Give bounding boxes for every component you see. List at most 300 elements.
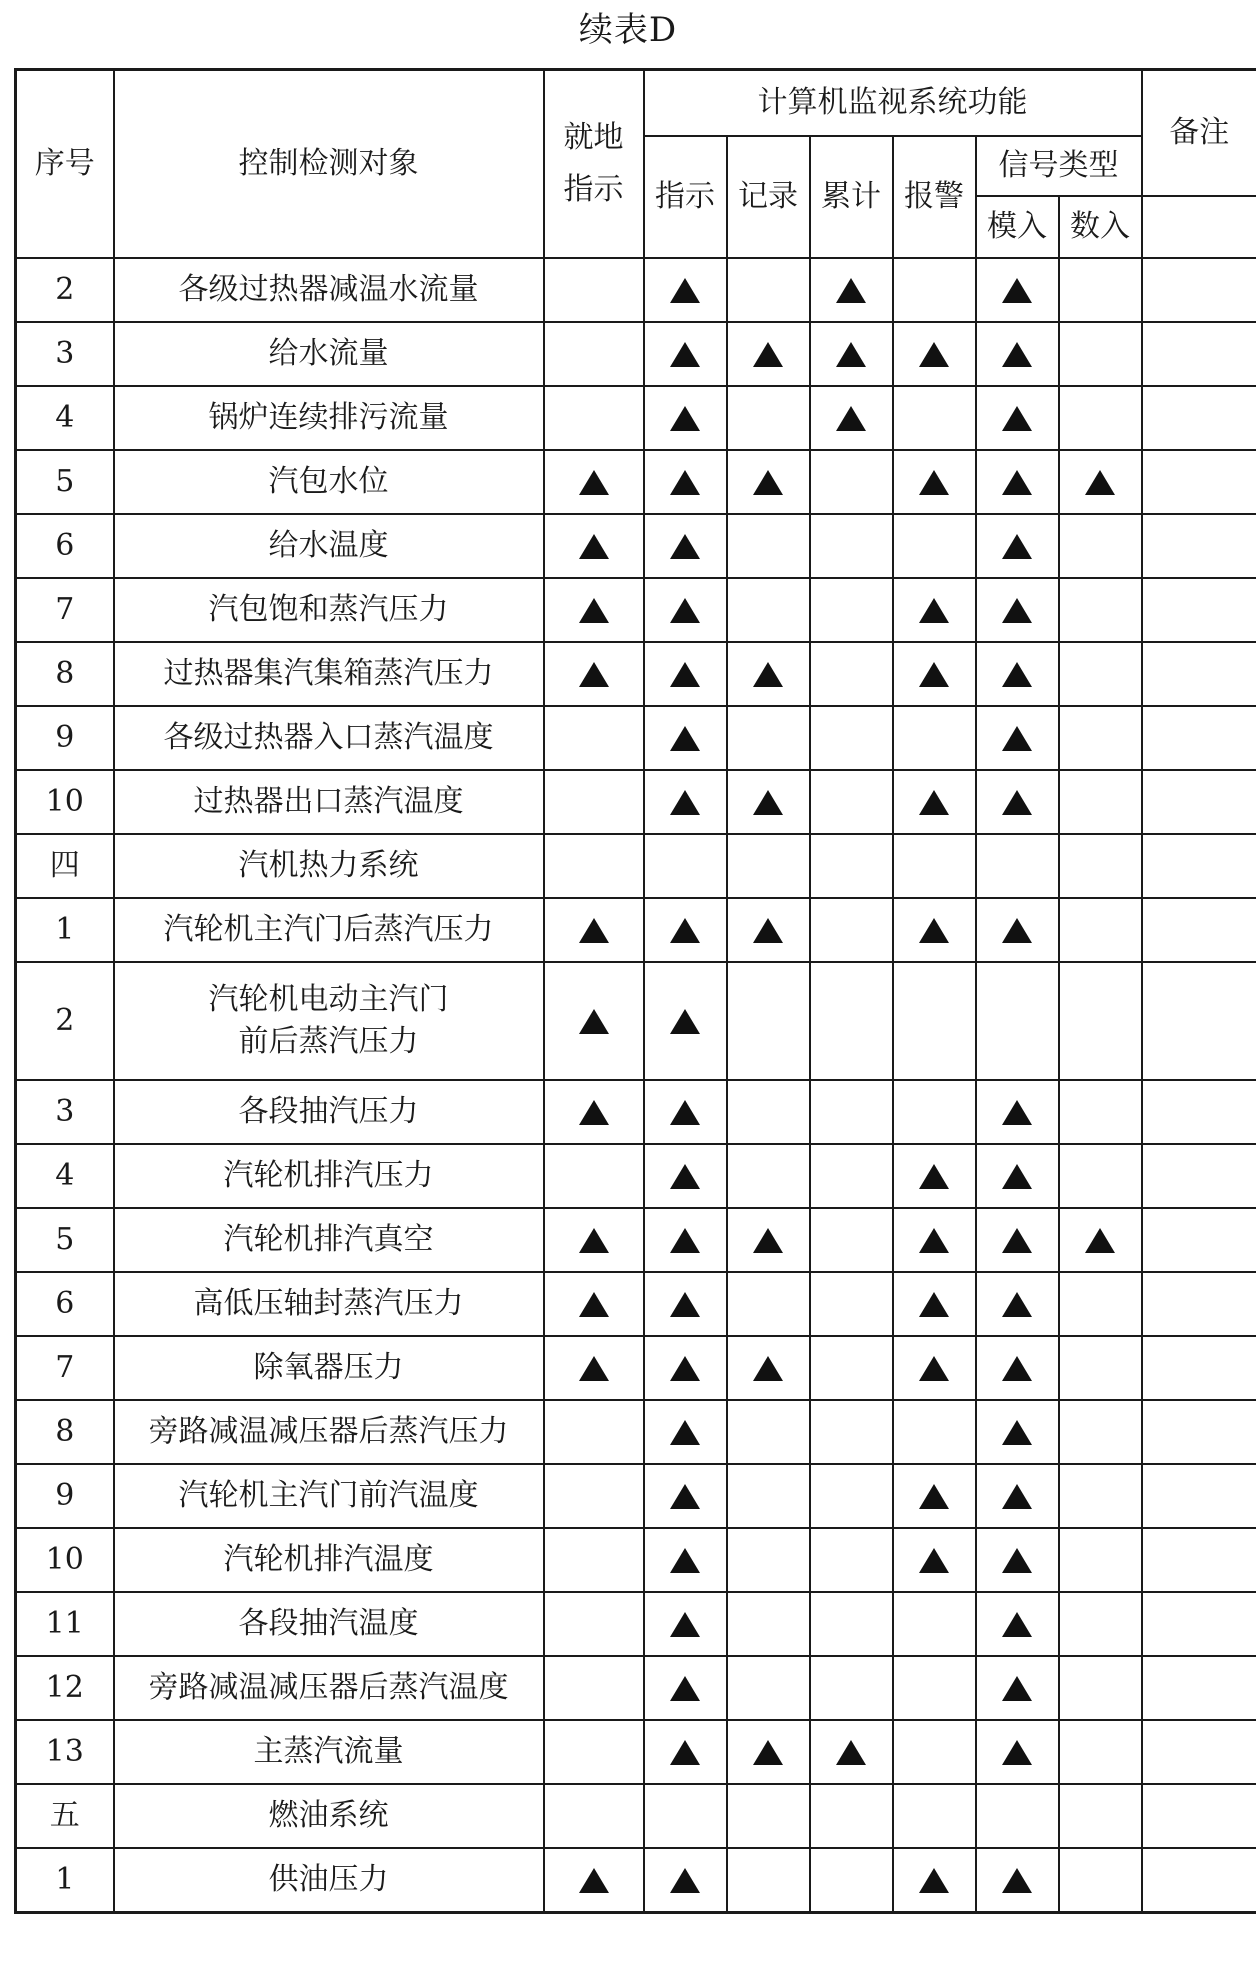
cell-analog_in [976,770,1059,834]
cell-local [544,1848,644,1913]
table-row [16,834,1256,898]
cell-local [544,962,644,1080]
cell-local [544,770,644,834]
cell-record [727,1656,810,1720]
cell-accumulate [810,834,893,898]
cell-accumulate [810,1848,893,1913]
cell-alarm [893,1272,976,1336]
triangle-mark-icon [579,1356,609,1381]
triangle-mark-icon [670,470,700,495]
cell-record [727,898,810,962]
cell-digital_in [1059,258,1142,322]
cell-accumulate [810,1784,893,1848]
triangle-mark-icon [670,406,700,431]
triangle-mark-icon [1085,470,1115,495]
triangle-mark-icon [1002,918,1032,943]
cell-digital_in [1059,1272,1142,1336]
table-row [16,1208,1256,1272]
cell-record [727,1720,810,1784]
table-row [16,578,1256,642]
cell-analog_in [976,258,1059,322]
triangle-mark-icon [1002,342,1032,367]
cell-accumulate [810,1464,893,1528]
cell-accumulate [810,1272,893,1336]
table-row [16,1592,1256,1656]
table-row [16,642,1256,706]
triangle-mark-icon [1002,1612,1032,1637]
header-seq: 序号 [16,70,114,258]
cell-record [727,1208,810,1272]
cell-local [544,898,644,962]
triangle-mark-icon [919,1484,949,1509]
row-note [1142,258,1256,322]
row-note [1142,898,1256,962]
triangle-mark-icon [919,1868,949,1893]
cell-alarm [893,1720,976,1784]
triangle-mark-icon [1002,1164,1032,1189]
row-note [1142,1144,1256,1208]
cell-analog_in [976,1784,1059,1848]
cell-digital_in [1059,642,1142,706]
triangle-mark-icon [1002,1868,1032,1893]
row-seq: 3 [16,1080,114,1144]
triangle-mark-icon [919,1164,949,1189]
cell-digital_in [1059,1656,1142,1720]
row-note [1142,1464,1256,1528]
table-row [16,1464,1256,1528]
cell-digital_in [1059,1336,1142,1400]
cell-alarm [893,514,976,578]
row-seq: 7 [16,578,114,642]
row-note [1142,450,1256,514]
triangle-mark-icon [836,1740,866,1765]
row-object: 汽轮机电动主汽门 前后蒸汽压力 [114,962,544,1080]
triangle-mark-icon [670,1228,700,1253]
cell-digital_in [1059,706,1142,770]
triangle-mark-icon [670,1100,700,1125]
table-row [16,322,1256,386]
cell-record [727,1336,810,1400]
cell-record [727,514,810,578]
cell-alarm [893,258,976,322]
row-note [1142,1592,1256,1656]
cell-analog_in [976,1656,1059,1720]
triangle-mark-icon [919,790,949,815]
row-object: 除氧器压力 [114,1336,544,1400]
cell-indicate [644,1272,727,1336]
cell-accumulate [810,258,893,322]
cell-local [544,1656,644,1720]
cell-record [727,1784,810,1848]
triangle-mark-icon [753,1356,783,1381]
cell-local [544,1720,644,1784]
triangle-mark-icon [919,598,949,623]
row-note [1142,1336,1256,1400]
triangle-mark-icon [1002,662,1032,687]
cell-analog_in [976,1080,1059,1144]
cell-alarm [893,962,976,1080]
cell-accumulate [810,1400,893,1464]
row-note [1142,1400,1256,1464]
triangle-mark-icon [1002,278,1032,303]
cell-indicate [644,770,727,834]
triangle-mark-icon [836,278,866,303]
table-row [16,1784,1256,1848]
row-seq: 6 [16,514,114,578]
triangle-mark-icon [753,662,783,687]
cell-digital_in [1059,1400,1142,1464]
triangle-mark-icon [1002,1676,1032,1701]
table-title: 续表D [578,10,678,50]
triangle-mark-icon [670,278,700,303]
cell-record [727,962,810,1080]
cell-local [544,578,644,642]
row-seq: 五 [16,1784,114,1848]
cell-record [727,450,810,514]
cell-local [544,834,644,898]
triangle-mark-icon [579,1292,609,1317]
row-object: 汽轮机排汽真空 [114,1208,544,1272]
triangle-mark-icon [753,1228,783,1253]
table-row [16,1720,1256,1784]
cell-indicate [644,1720,727,1784]
row-object: 给水流量 [114,322,544,386]
triangle-mark-icon [1002,790,1032,815]
triangle-mark-icon [1085,1228,1115,1253]
triangle-mark-icon [1002,1548,1032,1573]
cell-local [544,1144,644,1208]
triangle-mark-icon [670,1292,700,1317]
row-seq: 5 [16,450,114,514]
cell-accumulate [810,1080,893,1144]
table-row [16,1272,1256,1336]
cell-digital_in [1059,578,1142,642]
cell-analog_in [976,1272,1059,1336]
cell-record [727,258,810,322]
triangle-mark-icon [670,1484,700,1509]
cell-digital_in [1059,514,1142,578]
monitoring-table [14,68,1256,1914]
cell-alarm [893,1208,976,1272]
cell-alarm [893,1528,976,1592]
cell-alarm [893,386,976,450]
cell-accumulate [810,898,893,962]
cell-digital_in [1059,322,1142,386]
cell-indicate [644,1400,727,1464]
triangle-mark-icon [1002,1420,1032,1445]
cell-record [727,706,810,770]
cell-digital_in [1059,1080,1142,1144]
cell-record [727,1080,810,1144]
cell-analog_in [976,1144,1059,1208]
cell-accumulate [810,450,893,514]
cell-local [544,1592,644,1656]
cell-analog_in [976,322,1059,386]
table-row [16,1848,1256,1913]
cell-alarm [893,1464,976,1528]
cell-indicate [644,450,727,514]
cell-local [544,1080,644,1144]
triangle-mark-icon [579,598,609,623]
triangle-mark-icon [1002,598,1032,623]
row-seq: 9 [16,1464,114,1528]
cell-local [544,1464,644,1528]
row-object: 各级过热器入口蒸汽温度 [114,706,544,770]
row-note [1142,1656,1256,1720]
cell-digital_in [1059,1848,1142,1913]
cell-local [544,322,644,386]
cell-alarm [893,450,976,514]
cell-alarm [893,1784,976,1848]
cell-indicate [644,1464,727,1528]
table-row [16,1400,1256,1464]
header-signal-type: 信号类型 [976,136,1142,196]
cell-accumulate [810,1208,893,1272]
cell-indicate [644,1208,727,1272]
cell-local [544,1528,644,1592]
cell-alarm [893,834,976,898]
triangle-mark-icon [579,918,609,943]
cell-indicate [644,1592,727,1656]
header-indicate: 指示 [644,136,727,258]
row-object: 汽轮机排汽温度 [114,1528,544,1592]
triangle-mark-icon [1002,1356,1032,1381]
triangle-mark-icon [1002,1484,1032,1509]
triangle-mark-icon [919,1356,949,1381]
table-row [16,1336,1256,1400]
row-note [1142,962,1256,1080]
cell-accumulate [810,1336,893,1400]
triangle-mark-icon [670,534,700,559]
row-object: 旁路减温减压器后蒸汽压力 [114,1400,544,1464]
cell-analog_in [976,1528,1059,1592]
cell-digital_in [1059,1592,1142,1656]
cell-indicate [644,1848,727,1913]
cell-alarm [893,578,976,642]
row-seq: 8 [16,642,114,706]
cell-local [544,706,644,770]
cell-analog_in [976,1400,1059,1464]
cell-accumulate [810,706,893,770]
row-note [1142,1208,1256,1272]
table-row [16,962,1256,1080]
row-seq: 4 [16,386,114,450]
row-object: 各段抽汽温度 [114,1592,544,1656]
table-body [16,258,1256,1913]
row-seq: 12 [16,1656,114,1720]
cell-indicate [644,1784,727,1848]
cell-digital_in [1059,1464,1142,1528]
cell-digital_in [1059,450,1142,514]
triangle-mark-icon [836,406,866,431]
row-seq: 4 [16,1144,114,1208]
cell-analog_in [976,386,1059,450]
cell-indicate [644,322,727,386]
triangle-mark-icon [670,1548,700,1573]
header-note-blank [1142,196,1256,258]
cell-alarm [893,1336,976,1400]
header-computer-monitoring: 计算机监视系统功能 [644,70,1142,136]
row-seq: 7 [16,1336,114,1400]
row-seq: 1 [16,898,114,962]
triangle-mark-icon [579,1100,609,1125]
row-note [1142,578,1256,642]
cell-accumulate [810,1720,893,1784]
header-digital-in: 数入 [1059,196,1142,258]
cell-alarm [893,898,976,962]
cell-analog_in [976,1848,1059,1913]
row-note [1142,1080,1256,1144]
cell-record [727,322,810,386]
triangle-mark-icon [670,918,700,943]
cell-digital_in [1059,898,1142,962]
row-seq: 9 [16,706,114,770]
cell-analog_in [976,642,1059,706]
cell-record [727,386,810,450]
row-seq: 5 [16,1208,114,1272]
table-row [16,1144,1256,1208]
triangle-mark-icon [1002,1228,1032,1253]
cell-record [727,1528,810,1592]
row-note [1142,834,1256,898]
row-note [1142,386,1256,450]
triangle-mark-icon [1002,1292,1032,1317]
row-note [1142,514,1256,578]
row-seq: 2 [16,258,114,322]
row-note [1142,1784,1256,1848]
cell-accumulate [810,962,893,1080]
cell-indicate [644,1144,727,1208]
cell-digital_in [1059,834,1142,898]
cell-digital_in [1059,1784,1142,1848]
cell-analog_in [976,706,1059,770]
triangle-mark-icon [753,790,783,815]
cell-indicate [644,514,727,578]
row-object: 汽包饱和蒸汽压力 [114,578,544,642]
triangle-mark-icon [1002,406,1032,431]
triangle-mark-icon [919,1228,949,1253]
triangle-mark-icon [670,342,700,367]
cell-analog_in [976,1336,1059,1400]
triangle-mark-icon [919,918,949,943]
triangle-mark-icon [670,790,700,815]
table-row [16,1528,1256,1592]
cell-accumulate [810,642,893,706]
cell-record [727,578,810,642]
table-row [16,450,1256,514]
triangle-mark-icon [670,1612,700,1637]
row-seq: 8 [16,1400,114,1464]
cell-analog_in [976,1720,1059,1784]
cell-alarm [893,770,976,834]
row-object: 过热器出口蒸汽温度 [114,770,544,834]
cell-alarm [893,1144,976,1208]
cell-indicate [644,898,727,962]
row-object: 主蒸汽流量 [114,1720,544,1784]
row-seq: 6 [16,1272,114,1336]
cell-record [727,1592,810,1656]
cell-analog_in [976,962,1059,1080]
row-object: 汽机热力系统 [114,834,544,898]
row-seq: 13 [16,1720,114,1784]
triangle-mark-icon [579,662,609,687]
header-accumulate: 累计 [810,136,893,258]
cell-local [544,258,644,322]
triangle-mark-icon [1002,534,1032,559]
row-object: 各级过热器减温水流量 [114,258,544,322]
cell-analog_in [976,578,1059,642]
cell-indicate [644,1080,727,1144]
cell-record [727,1848,810,1913]
cell-alarm [893,1400,976,1464]
row-note [1142,322,1256,386]
triangle-mark-icon [919,1292,949,1317]
triangle-mark-icon [670,726,700,751]
triangle-mark-icon [670,1164,700,1189]
triangle-mark-icon [1002,470,1032,495]
row-object: 汽轮机主汽门前汽温度 [114,1464,544,1528]
table-row [16,898,1256,962]
cell-analog_in [976,834,1059,898]
row-object: 供油压力 [114,1848,544,1913]
row-object: 燃油系统 [114,1784,544,1848]
header-record: 记录 [727,136,810,258]
triangle-mark-icon [670,662,700,687]
cell-record [727,770,810,834]
cell-indicate [644,1528,727,1592]
cell-local [544,450,644,514]
cell-digital_in [1059,1208,1142,1272]
triangle-mark-icon [919,342,949,367]
row-seq: 11 [16,1592,114,1656]
cell-local [544,386,644,450]
row-seq: 3 [16,322,114,386]
row-note [1142,1528,1256,1592]
table-row [16,258,1256,322]
cell-alarm [893,706,976,770]
triangle-mark-icon [670,1740,700,1765]
cell-accumulate [810,322,893,386]
cell-alarm [893,1080,976,1144]
cell-accumulate [810,1656,893,1720]
cell-local [544,1272,644,1336]
cell-accumulate [810,1592,893,1656]
cell-indicate [644,962,727,1080]
table-row [16,386,1256,450]
cell-indicate [644,1656,727,1720]
cell-accumulate [810,386,893,450]
cell-record [727,1272,810,1336]
cell-accumulate [810,1528,893,1592]
triangle-mark-icon [579,1868,609,1893]
cell-alarm [893,642,976,706]
cell-indicate [644,1336,727,1400]
cell-analog_in [976,898,1059,962]
cell-record [727,1400,810,1464]
cell-alarm [893,1592,976,1656]
cell-digital_in [1059,962,1142,1080]
triangle-mark-icon [670,1009,700,1034]
row-seq: 2 [16,962,114,1080]
header-note: 备注 [1142,70,1256,196]
header-object: 控制检测对象 [114,70,544,258]
triangle-mark-icon [919,470,949,495]
header-local-indication: 就地指示 [544,70,644,258]
cell-accumulate [810,578,893,642]
cell-local [544,1784,644,1848]
row-seq: 10 [16,770,114,834]
header-alarm: 报警 [893,136,976,258]
